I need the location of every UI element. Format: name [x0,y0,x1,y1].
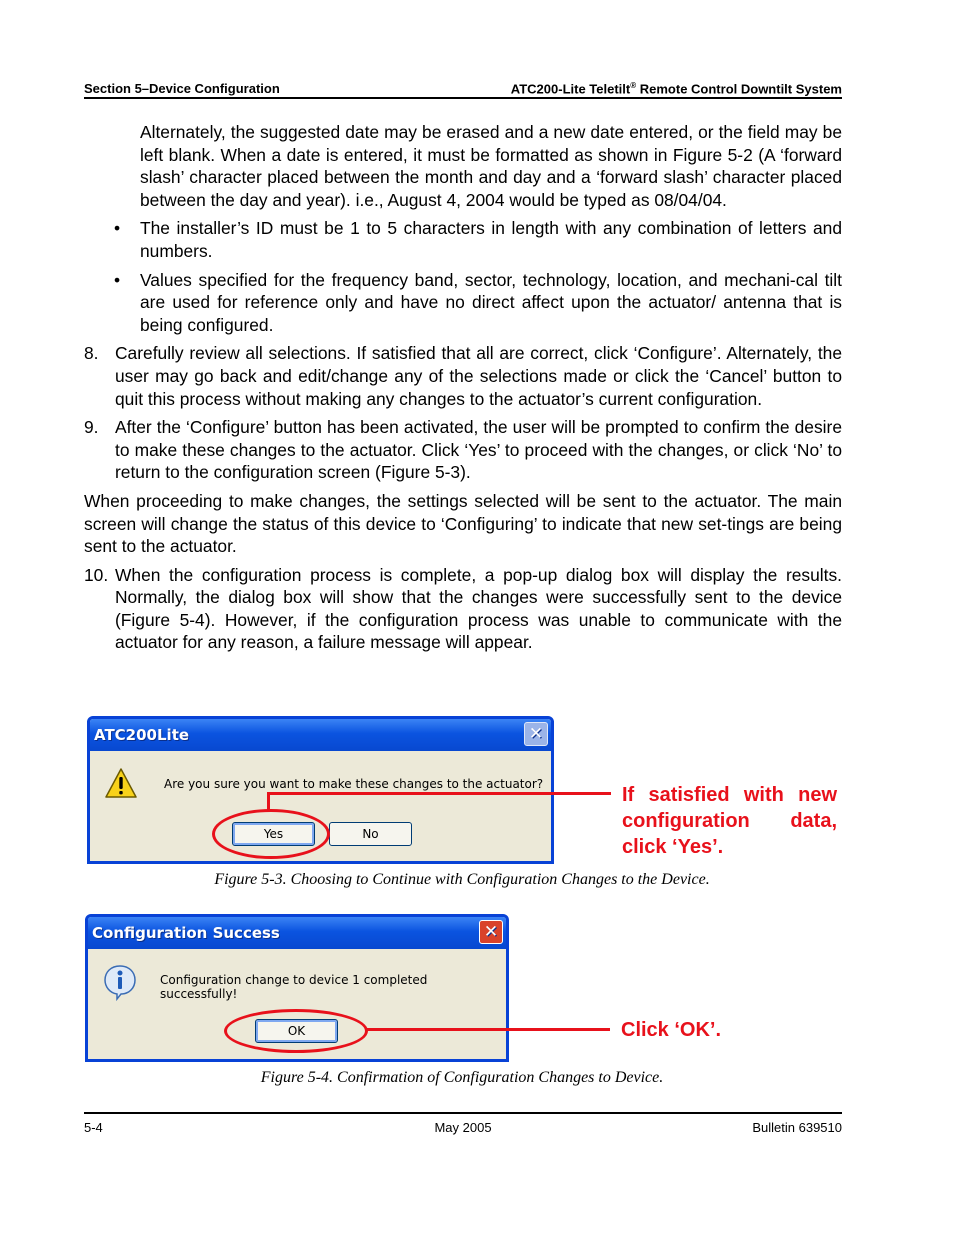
success-dialog-titlebar [88,917,506,949]
success-dialog-title: Configuration Success [92,924,280,942]
confirm-message: Are you sure you want to make these changes to the actuator? [164,777,544,791]
confirm-dialog-title: ATC200Lite [94,726,190,744]
header-rule [84,97,842,99]
ok-highlight-ring [224,1009,368,1053]
close-icon[interactable]: ✕ [524,722,548,746]
yes-button[interactable]: Yes [232,822,315,846]
confirm-dialog-titlebar [90,719,551,751]
paragraph-date-format: Alternately, the suggested date may be erased and a new date entered, or the field may be left blank. When a date is entered, it must be formatted as shown in Figure 5-2 (A ‘forward slash’ character placed between the month and day and a ‘forward slash’ character placed between the day and year). i.e., August 4, 2004 would be typed as 08/04/04. [140,122,842,210]
yes-callout-line [268,792,611,795]
yes-highlight-ring [212,809,330,859]
footer-date: May 2005 [434,1120,492,1135]
bullet-reference-values: • Values specified for the frequency band, sector, technology, location, and mechani-cal tilt are used for reference only and have no direct affect upon the actuator/ antenna that is being configured. [114,269,842,335]
warning-icon [104,767,138,799]
step-9: 9. After the ‘Configure’ button has been activated, the user will be prompted to confirm the desire to make these changes to the actuator. Click ‘Yes’ to proceed with the changes, or click ‘No’ to return to the configuration screen (Figure 5-3). [84,417,842,483]
bulletin-number: Bulletin 639510 [752,1120,842,1135]
ok-callout: Click ‘OK’. [621,1019,722,1041]
ok-button[interactable]: OK [255,1019,338,1043]
header-product: ATC200-Lite Teletilt® Remote Control Downtilt System [510,81,842,97]
step-10: 10. When the configuration process is complete, a pop-up dialog box will display the results. Normally, the dialog box will show that the changes were successfully sent to the device (Figure 5-4). However, if the configuration process was unable to communicate with the actuator for any reason, a failure message will appear. [84,564,842,653]
body-text [84,121,842,654]
ok-callout-line [366,1028,610,1031]
success-message: Configuration change to device 1 completed successfully! [160,973,428,1001]
close-icon[interactable]: ✕ [479,920,503,944]
page-number: 5-4 [84,1120,103,1135]
info-icon [102,963,140,1001]
header-section: Section 5–Device Configuration [84,81,280,96]
step-8: 8. Carefully review all selections. If satisfied that all are correct, click ‘Configure’. Alternately, the user may go back and edit/change any of the selections made or click the ‘Cancel’ button to quit this process without making any changes to the actuator’s current configuration. [84,343,842,409]
bullet-installer-id: • The installer’s ID must be 1 to 5 characters in length with any combination of letters and numbers. [114,218,842,261]
figure-5-3-caption: Figure 5-3. Choosing to Continue with Configuration Changes to the Device. [214,871,710,888]
figure-5-4-caption: Figure 5-4. Confirmation of Configuration Changes to Device. [260,1069,664,1086]
footer-rule [84,1112,842,1114]
no-button[interactable]: No [329,822,412,846]
step-9-continued: When proceeding to make changes, the settings selected will be sent to the actuator. The main screen will change the status of this device to ‘Configuring’ to indicate that new set-tings are being sent to the actuator. [84,490,842,557]
yes-callout-line-drop [267,792,270,812]
yes-callout: If satisfied with new configuration data, click ‘Yes’. [622,784,837,858]
